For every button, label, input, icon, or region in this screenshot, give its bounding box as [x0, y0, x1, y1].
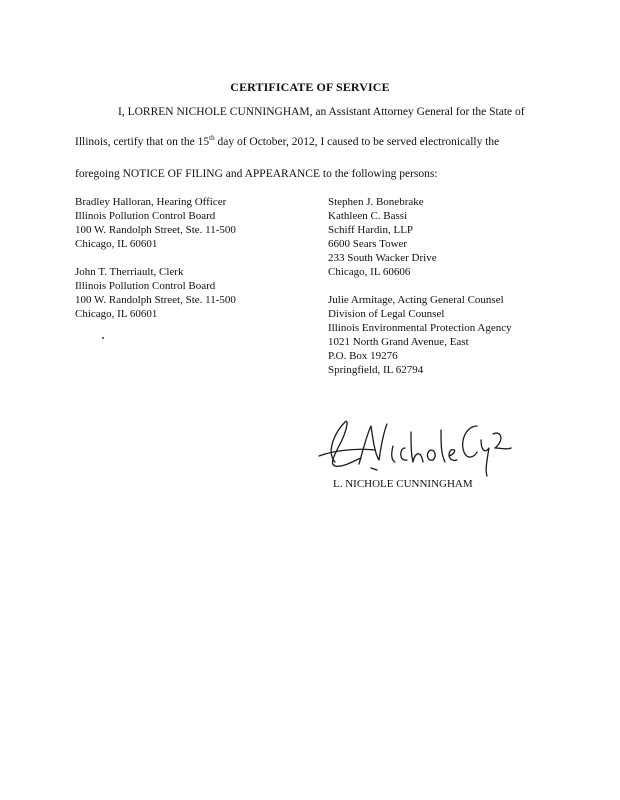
address-line: 100 W. Randolph Street, Ste. 11-500 [75, 224, 236, 236]
address-line: Bradley Halloran, Hearing Officer [75, 196, 227, 208]
address-line: Julie Armitage, Acting General Counsel [328, 294, 504, 306]
address-line: 100 W. Randolph Street, Ste. 11-500 [75, 294, 236, 306]
address-line: Schiff Hardin, LLP [328, 224, 414, 236]
address-line: 233 South Wacker Drive [328, 252, 437, 264]
paragraph-2-start: Illinois, certify that on the 15 [75, 136, 210, 148]
recipient-address-block [328, 293, 512, 377]
address-line: Springfield, IL 62794 [328, 364, 424, 376]
document-title: CERTIFICATE OF SERVICE [230, 80, 390, 94]
recipient-address-block [75, 265, 236, 321]
address-line: Chicago, IL 60601 [75, 308, 158, 320]
paragraph-3: foregoing NOTICE OF FILING and APPEARANCE to the following persons: [75, 168, 438, 180]
paragraph-2 [75, 135, 555, 149]
address-line: 1021 North Grand Avenue, East [328, 336, 469, 348]
handwritten-signature [315, 410, 515, 480]
address-line: Illinois Environmental Protection Agency [328, 322, 512, 334]
stray-mark [102, 337, 104, 339]
address-line: 6600 Sears Tower [328, 238, 408, 250]
address-line: Illinois Pollution Control Board [75, 210, 216, 222]
paragraph-2-end: day of October, 2012, I caused to be served electronically the [214, 136, 500, 148]
address-line: Stephen J. Bonebrake [328, 196, 424, 208]
recipient-address-block [75, 195, 236, 251]
signatory-name: L. NICHOLE CUNNINGHAM [333, 478, 473, 490]
address-line: Chicago, IL 60606 [328, 266, 411, 278]
address-line: Division of Legal Counsel [328, 308, 445, 320]
paragraph-1: I, LORREN NICHOLE CUNNINGHAM, an Assistant Attorney General for the State of [118, 106, 525, 118]
address-line: Chicago, IL 60601 [75, 238, 158, 250]
address-line: Illinois Pollution Control Board [75, 280, 216, 292]
address-line: Kathleen C. Bassi [328, 210, 408, 222]
ordinal-suffix: th [209, 134, 215, 143]
recipient-address-block [328, 195, 437, 279]
address-line: P.O. Box 19276 [328, 350, 398, 362]
address-line: John T. Therriault, Clerk [75, 266, 184, 278]
